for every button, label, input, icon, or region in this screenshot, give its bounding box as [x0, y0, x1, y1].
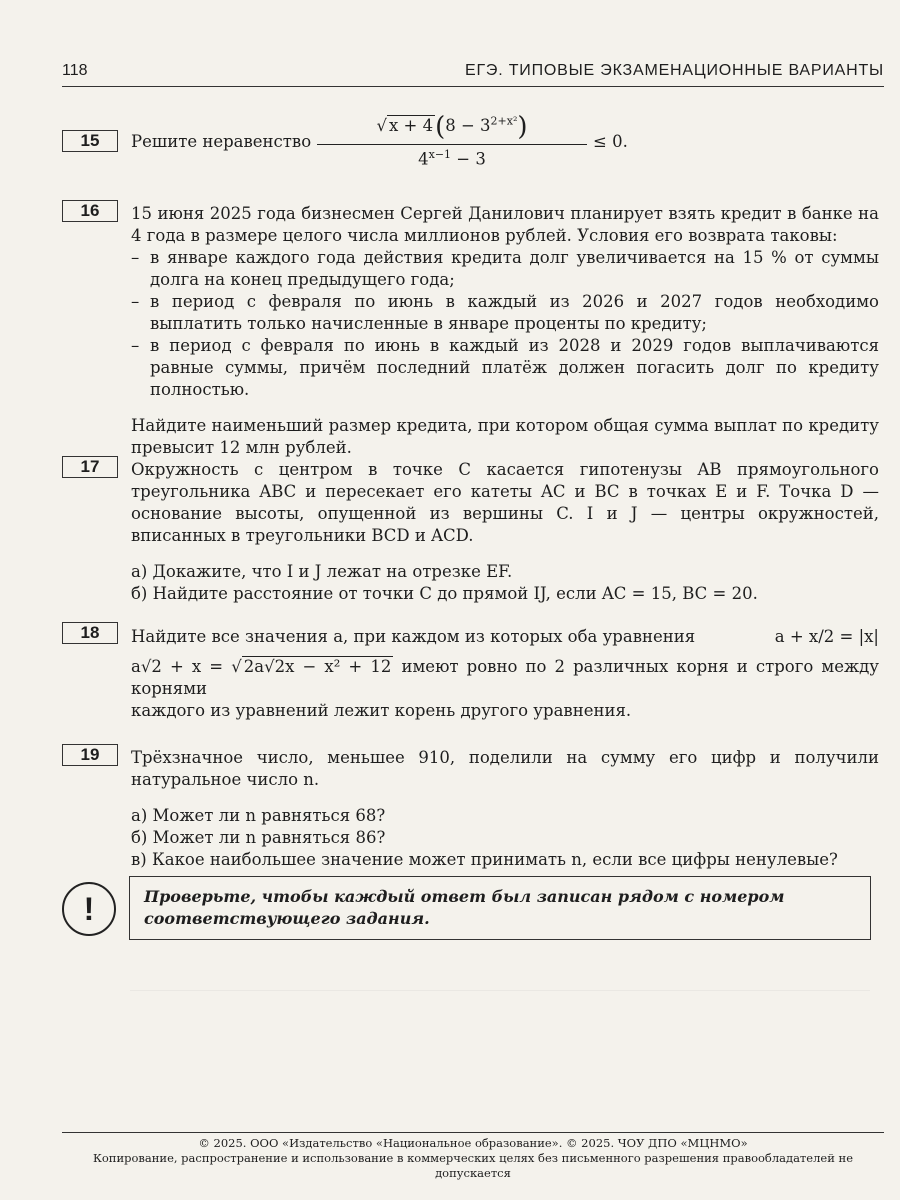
problem-15-lead: Решите неравенство	[131, 132, 312, 151]
fraction-denominator	[317, 148, 587, 169]
numerator-exponent: 2+x²	[490, 114, 518, 128]
problem-number-18: 18	[62, 622, 118, 644]
problem-number-15: 15	[62, 130, 118, 152]
footer-line-2: Копирование, распространение и использование в коммерческих целях без письменного разрешения правообладателей не допускается	[92, 1151, 854, 1180]
show-through	[130, 990, 870, 1111]
equation-2-radicand: 2a√2x − x² + 12	[243, 657, 392, 676]
equation-2-left: a√2 + x =	[131, 657, 224, 676]
denominator-base: 4	[418, 149, 429, 169]
equation-1: a + x/2 = |x|	[774, 627, 879, 646]
problem-19-part-a: а) Может ли n равняться 68?	[131, 806, 386, 825]
problem-17-text: Окружность с центром в точке C касается гипотенузы AB прямоугольного треугольника ABC и пересекает его катеты AC и BC в точках E и F. Точка D — основание высоты, опущенной из вершины C. I и J — центры окружностей, вписанных в треугольники BCD и ACD.	[131, 460, 879, 545]
problem-18	[131, 626, 879, 722]
footer-line-1: © 2025. ООО «Издательство «Национальное образование». © 2025. ЧОУ ДПО «МЦНМО»	[198, 1136, 748, 1150]
problem-19-text: Трёхзначное число, меньшее 910, поделили на сумму его цифр и получили натуральное число n.	[131, 748, 879, 789]
problem-16-item	[131, 291, 879, 335]
problem-17-part-a: а) Докажите, что I и J лежат на отрезке EF.	[131, 562, 513, 581]
dash: –	[131, 336, 140, 355]
problem-19-part-b: б) Может ли n равняться 86?	[131, 828, 386, 847]
item-text: в период с февраля по июнь в каждый из 2026 и 2027 годов необходимо выплатить только начисленные в январе проценты по кредиту;	[150, 292, 879, 333]
problem-number-16: 16	[62, 200, 118, 222]
problem-18-line2-tail: имеют ровно по 2 различных корня и строго между корнями	[131, 657, 880, 698]
problem-16-question: Найдите наименьший размер кредита, при котором общая сумма выплат по кредиту превысит 12 млн рублей.	[131, 416, 879, 457]
denominator-exponent: x−1	[428, 148, 452, 161]
dash: –	[131, 248, 140, 267]
problem-17-part-b: б) Найдите расстояние от точки C до прямой IJ, если AC = 15, BC = 20.	[131, 584, 758, 603]
problem-18-lead: Найдите все значения a, при каждом из которых оба уравнения	[131, 627, 696, 646]
item-text: в январе каждого года действия кредита долг увеличивается на 15 % от суммы долга на конец предыдущего года;	[150, 248, 879, 289]
footer-rule	[62, 1132, 884, 1133]
problem-number-19: 19	[62, 744, 118, 766]
problem-number-17: 17	[62, 456, 118, 478]
page-header	[62, 60, 884, 84]
fraction-bar	[317, 144, 587, 145]
problem-18-line2: a√2 + x = √ 2a√2x − x² + 12 имеют ровно по 2 различных корня и строго между корнями	[131, 657, 880, 698]
header-rule	[62, 86, 884, 87]
denominator-rest: − 3	[451, 149, 486, 169]
problem-18-line3: каждого из уравнений лежит корень другого уравнения.	[131, 701, 632, 720]
page-number: 118	[62, 62, 88, 79]
problem-17	[131, 459, 879, 605]
problem-19-part-c: в) Какое наибольшее значение может принимать n, если все цифры ненулевые?	[131, 850, 838, 869]
item-text: в период с февраля по июнь в каждый из 2028 и 2029 годов выплачиваются равные суммы, причём последний платёж должен погасить долг по кредиту полностью.	[150, 336, 879, 399]
answer-note: Проверьте, чтобы каждый ответ был записан рядом с номером соответствующего задания.	[129, 876, 871, 940]
running-title: ЕГЭ. ТИПОВЫЕ ЭКЗАМЕНАЦИОННЫЕ ВАРИАНТЫ	[464, 62, 884, 79]
problem-16-item	[131, 247, 879, 291]
problem-15-fraction	[317, 112, 587, 172]
sqrt-radicand: x + 4	[388, 116, 434, 135]
problem-19	[131, 747, 879, 871]
numerator-inner: 8 − 3	[445, 116, 491, 135]
problem-16-item	[131, 335, 879, 401]
problem-18-line1	[131, 626, 879, 648]
problem-16-intro: 15 июня 2025 года бизнесмен Сергей Данилович планирует взять кредит в банке на 4 года в размере целого числа миллионов рублей. Условия его возврата таковы:	[131, 204, 879, 245]
problem-15-tail: ≤ 0.	[593, 132, 628, 151]
problem-15	[131, 112, 731, 172]
fraction-numerator: √ $x + 4(8 - 3^{2+x^2})$	[376, 112, 528, 142]
dash: –	[131, 292, 140, 311]
exclamation-icon: !	[62, 882, 116, 936]
copyright-footer	[62, 1136, 884, 1181]
problem-16	[131, 203, 879, 459]
